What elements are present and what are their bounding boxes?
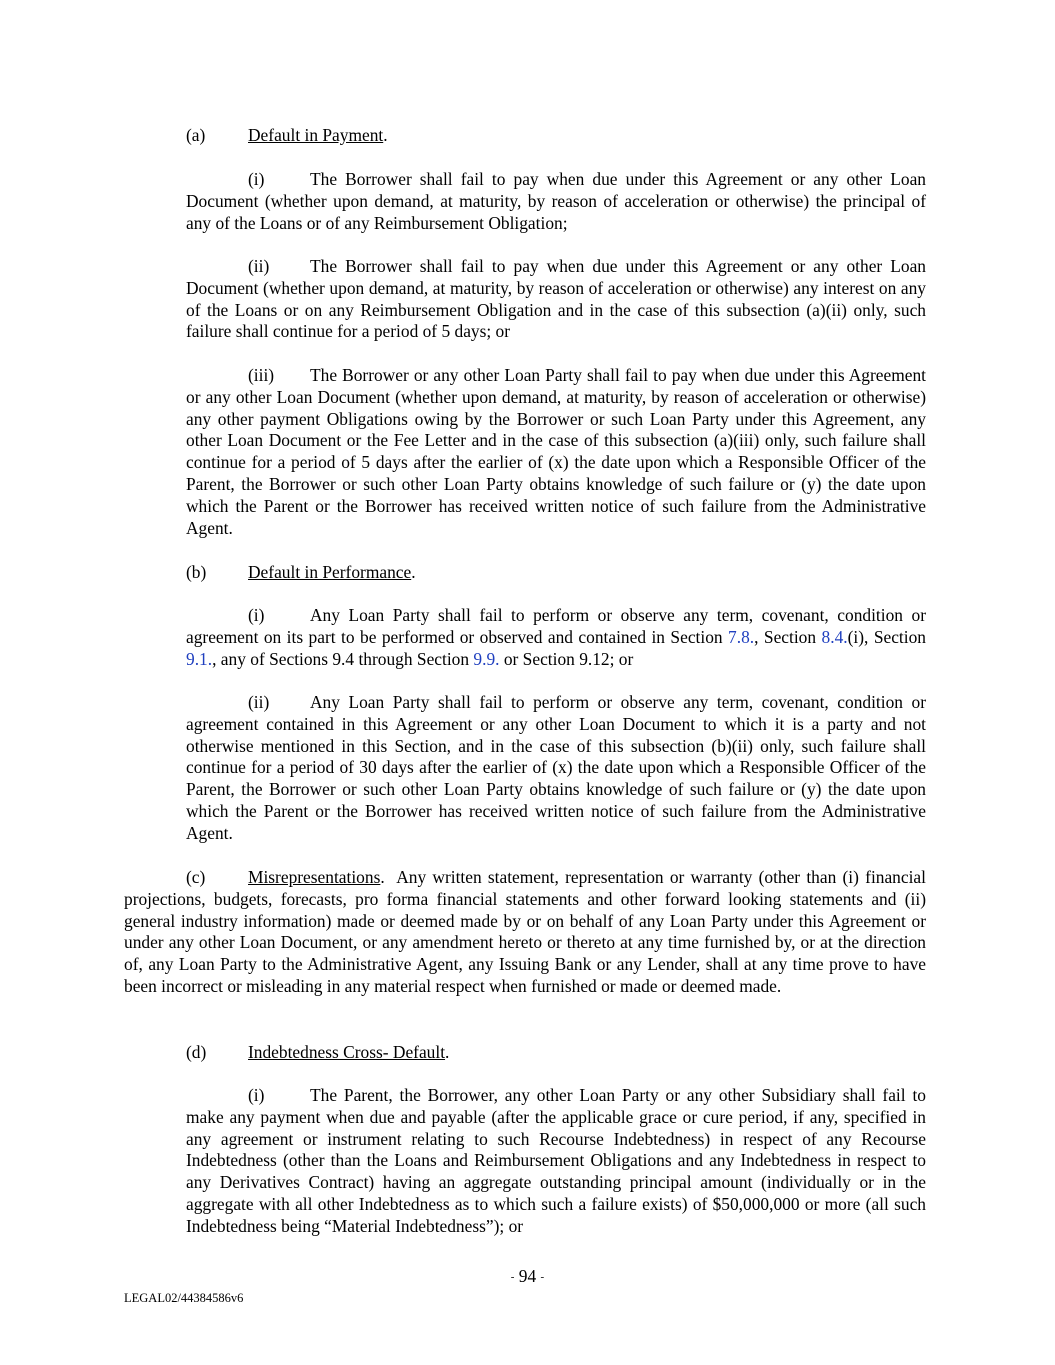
- section-c-text: Any written statement, representation or warranty (other than (i) financial projections, budgets, forecasts, pro forma financial statements and other forward looking statements and (ii) general industry information) made or deemed made by or on behalf of any Loan Party under this Agreement or under any other Loan Document, or any amendment hereto or thereto at any time furnished by, or at the direction of, any Loan Party to the Administrative Agent, any Issuing Bank or any Lender, shall at any time prove to have been incorrect or misleading in any material respect when furnished or made or deemed made.: [124, 867, 926, 996]
- section-b-item-i-text-4: , any of Sections 9.4 through Section: [212, 648, 474, 669]
- section-d-heading: (d) Indebtedness Cross- Default.: [186, 1042, 450, 1062]
- section-a-marker: (a): [186, 125, 206, 145]
- section-a-item-i-marker: (i): [248, 169, 265, 189]
- section-b-item-i: [186, 605, 926, 670]
- section-a-item-ii-marker: (ii): [248, 256, 270, 276]
- section-a-item-ii-text: The Borrower shall fail to pay when due under this Agreement or any other Loan Document (whether upon demand, at maturity, by reason of acceleration or otherwise) any interest on any of the Loans or on any Reimbursement Obligation and in the case of this subsection (a)(ii) only, such failure shall continue for a period of 5 days; or: [186, 256, 926, 342]
- section-b-item-i-text-1: Any Loan Party shall fail to perform or observe any term, covenant, condition or agreement on its part to be performed or observed and contained in Section: [186, 605, 926, 647]
- section-d-item-i-text: The Parent, the Borrower, any other Loan Party or any other Subsidiary shall fail to make any payment when due and payable (after the applicable grace or cure period, if any, specified in any agreement or instrument relating to such Recourse Indebtedness) in respect of any Recourse Indebtedness (other than the Loans and Reimbursement Obligations and any Indebtedness in respect to any Derivatives Contract) having an aggregate outstanding principal amount (individually or in the aggregate with all other Indebtedness as to which such a failure exists) of $50,000,000 or more (all such Indebtedness being “Material Indebtedness”); or: [186, 1085, 926, 1236]
- section-7-8-link[interactable]: 7.8.: [728, 626, 755, 647]
- section-a-heading: (a) Default in Payment.: [186, 125, 388, 145]
- document-id: LEGAL02/44384586v6: [124, 1291, 244, 1305]
- section-b-item-ii-text: Any Loan Party shall fail to perform or observe any term, covenant, condition or agreement contained in this Agreement or any other Loan Document to which it is a party and not otherwise mentioned in this Section, and in the case of this subsection (b)(ii) only, such failure shall continue for a period of 30 days after the earlier of (x) the date upon which a Responsible Officer of the Parent, the Borrower or such other Loan Party obtains knowledge of such failure or (y) the date upon which the Parent or the Borrower has received written notice of such failure from the Administrative Agent.: [186, 692, 926, 843]
- section-b-item-ii-marker: (ii): [248, 692, 270, 712]
- section-a-item-iii-text: The Borrower or any other Loan Party shall fail to pay when due under this Agreement or any other Loan Document (whether upon demand, at maturity, by reason of acceleration or otherwise) any other payment Obligations owing by the Borrower or such Loan Party under this Agreement, any other Loan Document or the Fee Letter and in the case of this subsection (a)(iii) only, such failure shall continue for a period of 5 days after the earlier of (x) the date upon which a Responsible Officer of the Parent, the Borrower or such other Loan Party obtains knowledge of such failure or (y) the date upon which the Parent or the Borrower has received written notice of such failure from the Administrative Agent.: [186, 365, 926, 538]
- page-number: [0, 1266, 1055, 1289]
- section-a-item-iii: [186, 365, 926, 539]
- section-b-item-i-text-5: or Section 9.12; or: [499, 648, 634, 669]
- section-d-marker: (d): [186, 1042, 207, 1062]
- section-b-item-i-marker: (i): [248, 605, 265, 625]
- section-b-title: Default in Performance: [248, 562, 412, 582]
- section-b-marker: (b): [186, 562, 207, 582]
- page-number-dash-left: -: [510, 1271, 515, 1284]
- section-d-item-i: [186, 1085, 926, 1238]
- section-a-item-ii: [186, 256, 926, 343]
- section-d-title: Indebtedness Cross- Default: [248, 1042, 446, 1062]
- section-a-title: Default in Payment: [248, 125, 384, 145]
- section-a-item-i: [186, 169, 926, 234]
- page-number-dash-right: -: [540, 1271, 545, 1284]
- page-number-value: 94: [518, 1266, 537, 1286]
- section-8-4-link[interactable]: 8.4.: [821, 626, 848, 647]
- section-a-item-i-text: The Borrower shall fail to pay when due under this Agreement or any other Loan Document (whether upon demand, at maturity, by reason of acceleration or otherwise) the principal of any of the Loans or of any Reimbursement Obligation;: [186, 169, 926, 233]
- section-a-item-iii-marker: (iii): [248, 365, 275, 385]
- section-9-9-link[interactable]: 9.9.: [473, 648, 500, 669]
- section-c-marker: (c): [186, 867, 206, 887]
- section-b-heading: (b) Default in Performance.: [186, 562, 416, 582]
- section-c: (c) Misrepresentations. Any written statement, representation or warranty (other than (i) financial projections, budgets, forecasts, pro forma financial statements and other forward looking statements and (ii) general industry information) made or deemed made by or on behalf of any Loan Party under this Agreement or under any other Loan Document, or any amendment hereto or thereto at any time furnished by, or at the direction of, any Loan Party to the Administrative Agent, any Issuing Bank or any Lender, shall at any time prove to have been incorrect or misleading in any material respect when furnished or made or deemed made.: [124, 867, 926, 996]
- section-9-1-link[interactable]: 9.1.: [186, 648, 213, 669]
- section-b-item-ii: [186, 692, 926, 845]
- section-d-item-i-marker: (i): [248, 1085, 265, 1105]
- section-b-item-i-text-2: , Section: [754, 626, 822, 647]
- section-b-item-i-text-3: (i), Section: [847, 626, 926, 647]
- section-c-title: Misrepresentations: [248, 867, 381, 887]
